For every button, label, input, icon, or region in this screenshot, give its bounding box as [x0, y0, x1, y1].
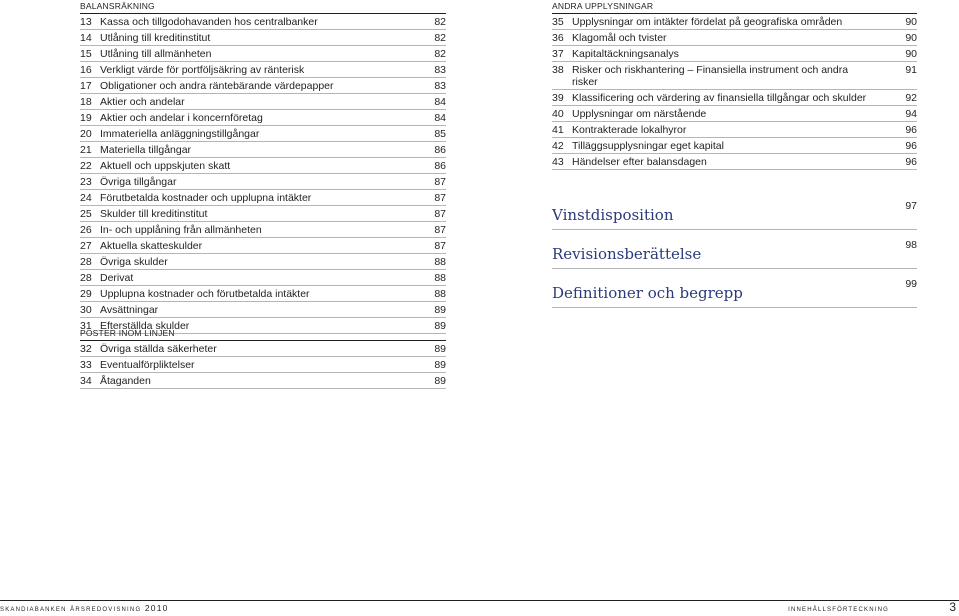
toc-row[interactable]	[80, 30, 446, 46]
note-title[interactable]: Övriga skulder	[100, 255, 168, 268]
toc-list	[552, 14, 917, 170]
page-ref: 84	[434, 95, 446, 108]
note-title[interactable]: Övriga ställda säkerheter	[100, 342, 217, 355]
section-page: 99	[905, 278, 917, 290]
note-number: 42	[552, 139, 564, 152]
note-title[interactable]: Övriga tillgångar	[100, 175, 177, 188]
toc-row[interactable]	[552, 90, 917, 106]
note-number: 28	[80, 255, 92, 268]
note-number: 43	[552, 155, 564, 168]
page-ref: 82	[434, 15, 446, 28]
section-heading: ANDRA UPPLYSNINGAR	[552, 1, 654, 11]
page-ref: 87	[434, 191, 446, 204]
page-ref: 96	[905, 139, 917, 152]
note-title[interactable]: Klassificering och värdering av finansiella tillgångar och skulder	[572, 91, 867, 104]
note-title[interactable]: Aktier och andelar i koncernföretag	[100, 111, 263, 124]
page-ref: 88	[434, 255, 446, 268]
page-ref: 83	[434, 79, 446, 92]
page-ref: 87	[434, 175, 446, 188]
note-title[interactable]: Upplysningar om intäkter fördelat på geografiska områden	[572, 15, 843, 28]
toc-row[interactable]	[552, 14, 917, 30]
page-ref: 88	[434, 287, 446, 300]
section-page: 97	[905, 200, 917, 212]
note-number: 26	[80, 223, 92, 236]
toc-row[interactable]	[80, 46, 446, 62]
balansrakning-section	[80, 1, 446, 334]
note-number: 28	[80, 271, 92, 284]
note-title[interactable]: Skulder till kreditinstitut	[100, 207, 208, 220]
note-number: 18	[80, 95, 92, 108]
note-title[interactable]: Upplupna kostnader och förutbetalda intäkter	[100, 287, 310, 300]
page-ref: 86	[434, 159, 446, 172]
note-number: 29	[80, 287, 92, 300]
note-title[interactable]: Immateriella anläggningstillgångar	[100, 127, 260, 140]
toc-row[interactable]	[552, 106, 917, 122]
toc-row[interactable]	[80, 94, 446, 110]
toc-row[interactable]	[552, 154, 917, 170]
note-number: 17	[80, 79, 92, 92]
section-title[interactable]: Definitioner och begrepp	[552, 284, 743, 302]
note-title[interactable]: Tilläggsupplysningar eget kapital	[572, 139, 724, 152]
toc-section-vinstdisposition[interactable]	[552, 200, 917, 224]
toc-row[interactable]	[552, 30, 917, 46]
toc-row[interactable]	[80, 158, 446, 174]
page-ref: 90	[905, 15, 917, 28]
page-ref: 87	[434, 207, 446, 220]
note-number: 31	[80, 319, 92, 332]
note-number: 41	[552, 123, 564, 136]
page-ref: 90	[905, 47, 917, 60]
note-number: 36	[552, 31, 564, 44]
note-title[interactable]: Aktuell och uppskjuten skatt	[100, 159, 231, 172]
note-title[interactable]: Upplysningar om närstående	[572, 107, 707, 120]
note-title[interactable]: Risker och riskhantering – Finansiella instrument och andra risker	[572, 63, 849, 88]
toc-row[interactable]	[80, 142, 446, 158]
toc-row[interactable]	[80, 110, 446, 126]
note-title[interactable]: Materiella tillgångar	[100, 143, 192, 156]
page-ref: 83	[434, 63, 446, 76]
page-ref: 91	[905, 63, 917, 76]
page-ref: 96	[905, 155, 917, 168]
divider	[552, 268, 917, 269]
note-number: 15	[80, 47, 92, 60]
note-title[interactable]: Kassa och tillgodohavanden hos centralbanker	[100, 15, 318, 28]
note-title[interactable]: Utlåning till allmänheten	[100, 47, 212, 60]
toc-row[interactable]	[80, 62, 446, 78]
note-title[interactable]: Obligationer och andra räntebärande värdepapper	[100, 79, 334, 92]
page-ref: 87	[434, 223, 446, 236]
note-number: 40	[552, 107, 564, 120]
toc-row[interactable]	[80, 286, 446, 302]
section-heading: BALANSRÄKNING	[80, 1, 155, 11]
note-number: 25	[80, 207, 92, 220]
note-number: 13	[80, 15, 92, 28]
andra-upplysningar-section	[552, 1, 917, 170]
toc-row[interactable]	[80, 254, 446, 270]
section-title[interactable]: Revisionsberättelse	[552, 245, 702, 263]
note-title[interactable]: Efterställda skulder	[100, 319, 190, 332]
footer-publication: skandiabanken årsredovisning 2010	[0, 603, 169, 613]
page-ref: 82	[434, 31, 446, 44]
note-number: 32	[80, 342, 92, 355]
note-title[interactable]: Händelser efter balansdagen	[572, 155, 707, 168]
note-number: 38	[552, 63, 564, 76]
page-ref: 89	[434, 319, 446, 332]
toc-row[interactable]	[552, 46, 917, 62]
note-title[interactable]: In- och upplåning från allmänheten	[100, 223, 262, 236]
note-number: 22	[80, 159, 92, 172]
note-title[interactable]: Kontrakterade lokalhyror	[572, 123, 687, 136]
toc-row[interactable]	[552, 62, 917, 90]
note-number: 24	[80, 191, 92, 204]
toc-row[interactable]	[80, 222, 446, 238]
note-title[interactable]: Åtaganden	[100, 374, 151, 387]
page-ref: 88	[434, 271, 446, 284]
note-number: 16	[80, 63, 92, 76]
note-title[interactable]: Utlåning till kreditinstitut	[100, 31, 211, 44]
toc-row[interactable]	[80, 373, 446, 389]
toc-row[interactable]	[80, 78, 446, 94]
section-page: 98	[905, 239, 917, 251]
poster-section	[80, 328, 446, 389]
toc-row[interactable]	[80, 238, 446, 254]
note-number: 23	[80, 175, 92, 188]
section-title[interactable]: Vinstdisposition	[552, 206, 674, 224]
note-title[interactable]: Aktuella skatteskulder	[100, 239, 203, 252]
footer-section: innehållsförteckning	[788, 603, 889, 613]
page-ref: 89	[434, 342, 446, 355]
page-ref: 89	[434, 374, 446, 387]
page-footer	[0, 600, 959, 616]
toc-row[interactable]	[80, 341, 446, 357]
page-ref: 84	[434, 111, 446, 124]
page-ref: 96	[905, 123, 917, 136]
page-ref: 86	[434, 143, 446, 156]
toc-row[interactable]	[80, 302, 446, 318]
note-number: 33	[80, 358, 92, 371]
note-number: 19	[80, 111, 92, 124]
note-title[interactable]: Avsättningar	[100, 303, 159, 316]
footer-rule	[0, 600, 959, 601]
page-ref: 89	[434, 303, 446, 316]
toc-row[interactable]	[80, 270, 446, 286]
page-ref: 85	[434, 127, 446, 140]
note-number: 14	[80, 31, 92, 44]
note-number: 20	[80, 127, 92, 140]
page-ref: 94	[905, 107, 917, 120]
note-title[interactable]: Eventualförpliktelser	[100, 358, 195, 371]
toc-row[interactable]	[552, 138, 917, 154]
page-ref: 92	[905, 91, 917, 104]
note-title[interactable]: Verkligt värde för portföljsäkring av ränterisk	[100, 63, 305, 76]
note-number: 21	[80, 143, 92, 156]
toc-row[interactable]	[552, 122, 917, 138]
toc-section-revisionsberattelse[interactable]	[552, 239, 917, 263]
toc-row[interactable]	[80, 357, 446, 373]
page-ref: 87	[434, 239, 446, 252]
note-number: 37	[552, 47, 564, 60]
page-ref: 90	[905, 31, 917, 44]
toc-row[interactable]	[80, 190, 446, 206]
note-number: 34	[80, 374, 92, 387]
page-ref: 82	[434, 47, 446, 60]
note-number: 27	[80, 239, 92, 252]
toc-list	[80, 14, 446, 334]
note-number: 35	[552, 15, 564, 28]
toc-list	[80, 341, 446, 389]
toc-row[interactable]	[80, 206, 446, 222]
section-heading: POSTER INOM LINJEN	[80, 328, 175, 338]
note-number: 39	[552, 91, 564, 104]
note-title[interactable]: Aktier och andelar	[100, 95, 185, 108]
toc-row[interactable]	[80, 174, 446, 190]
page-ref: 89	[434, 358, 446, 371]
divider	[552, 307, 917, 308]
note-title[interactable]: Kapitaltäckningsanalys	[572, 47, 679, 60]
note-number: 30	[80, 303, 92, 316]
toc-row[interactable]	[80, 126, 446, 142]
note-title[interactable]: Klagomål och tvister	[572, 31, 667, 44]
page-number: 3	[949, 600, 956, 614]
toc-row[interactable]	[80, 14, 446, 30]
note-title[interactable]: Förutbetalda kostnader och upplupna intäkter	[100, 191, 312, 204]
divider	[552, 229, 917, 230]
note-title[interactable]: Derivat	[100, 271, 134, 284]
toc-section-definitioner[interactable]	[552, 278, 917, 302]
